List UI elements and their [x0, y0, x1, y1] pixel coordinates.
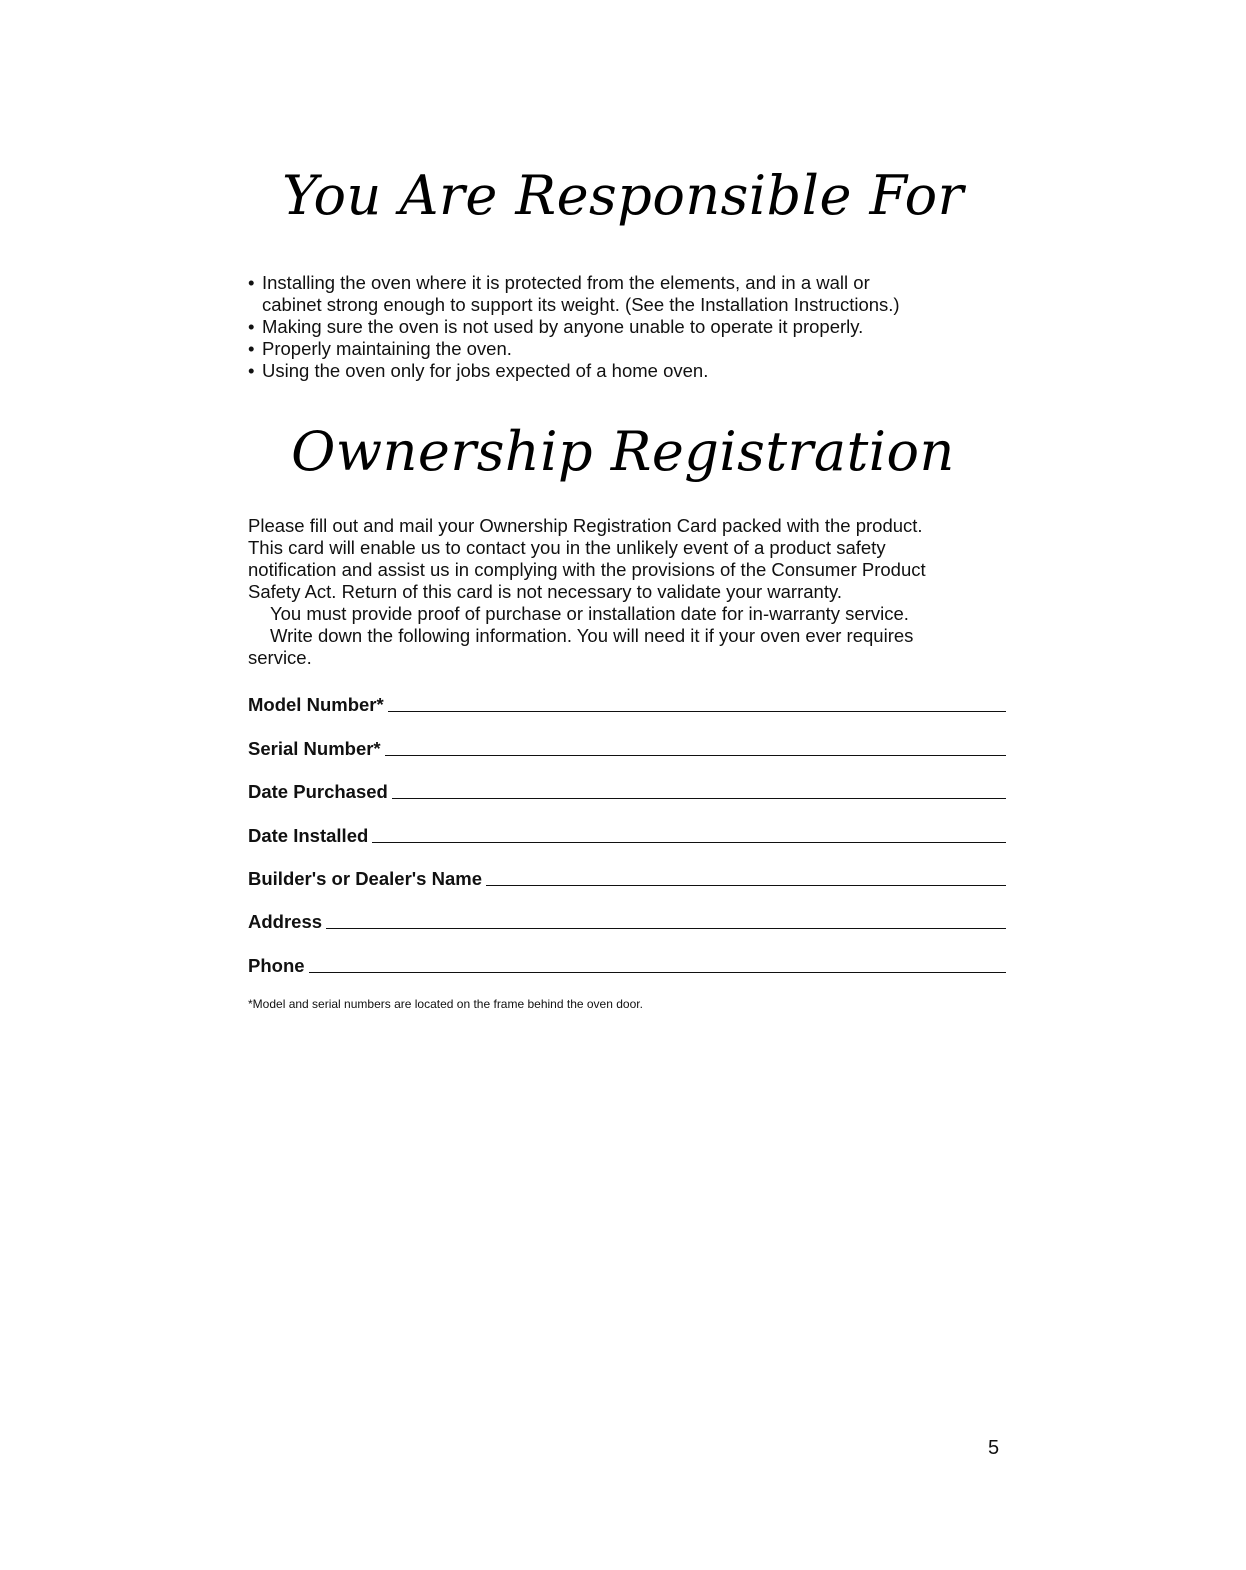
bullet-icon: • [248, 316, 255, 337]
address-blank [326, 910, 1006, 929]
paragraph-line: Write down the following information. You will need it if your oven ever requires [270, 625, 914, 646]
paragraph-line: This card will enable us to contact you in the unlikely event of a product safety [248, 537, 886, 558]
model-number-label: Model Number* [248, 694, 384, 715]
builder-dealer-blank [486, 867, 1006, 886]
bullet-icon: • [248, 360, 255, 381]
builder-dealer-label: Builder's or Dealer's Name [248, 868, 482, 889]
builder-dealer-field [248, 864, 1006, 890]
write-down-paragraph [248, 625, 1008, 669]
bullet-icon: • [248, 338, 255, 359]
proof-of-purchase-paragraph: You must provide proof of purchase or installation date for in-warranty service. [270, 603, 909, 624]
paragraph-line: service. [248, 647, 312, 668]
serial-number-field [248, 734, 1006, 760]
list-item [248, 338, 1008, 360]
list-item-text: Using the oven only for jobs expected of a home oven. [262, 360, 709, 381]
list-item-text: Making sure the oven is not used by anyone unable to operate it properly. [262, 316, 864, 337]
bullet-icon: • [248, 272, 255, 293]
registration-heading: Ownership Registration [291, 420, 955, 483]
address-label: Address [248, 911, 323, 932]
date-purchased-field [248, 777, 1006, 803]
phone-field [248, 951, 1006, 977]
responsibility-list [248, 272, 1008, 382]
paragraph-line: Safety Act. Return of this card is not necessary to validate your warranty. [248, 581, 842, 602]
date-installed-label: Date Installed [248, 825, 369, 846]
address-field [248, 907, 1006, 933]
serial-number-label: Serial Number* [248, 738, 381, 759]
page-number: 5 [988, 1437, 1000, 1459]
list-item [248, 316, 1008, 338]
paragraph-line: notification and assist us in complying with the provisions of the Consumer Product [248, 559, 926, 580]
list-item-text: Installing the oven where it is protected from the elements, and in a wall or [262, 272, 870, 293]
phone-blank [309, 954, 1006, 973]
date-installed-blank [372, 824, 1006, 843]
list-item-text: cabinet strong enough to support its weight. (See the Installation Instructions.) [262, 294, 900, 315]
date-purchased-label: Date Purchased [248, 781, 388, 802]
date-purchased-blank [392, 780, 1006, 799]
list-item-text: Properly maintaining the oven. [262, 338, 512, 359]
list-item [248, 360, 1008, 382]
footnote: *Model and serial numbers are located on the frame behind the oven door. [248, 997, 643, 1011]
serial-number-blank [385, 737, 1006, 756]
paragraph-line: Please fill out and mail your Ownership Registration Card packed with the product. [248, 515, 923, 536]
model-number-blank [388, 693, 1006, 712]
list-item [248, 272, 1008, 316]
date-installed-field [248, 821, 1006, 847]
registration-intro-paragraph [248, 515, 1008, 603]
model-number-field [248, 690, 1006, 716]
phone-label: Phone [248, 955, 305, 976]
responsibility-heading: You Are Responsible For [282, 164, 964, 227]
